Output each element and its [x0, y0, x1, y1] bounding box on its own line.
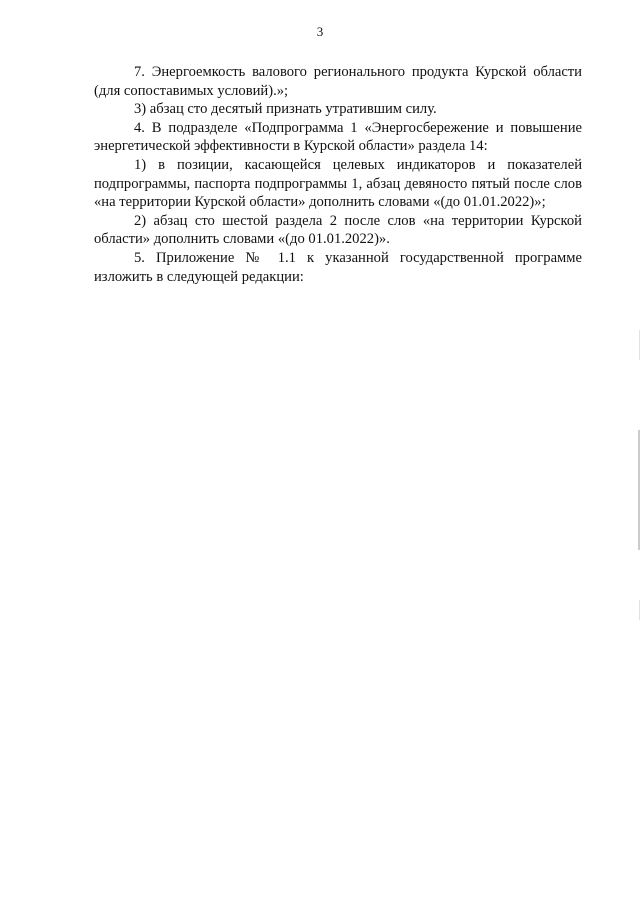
paragraph-subitem-1: 1) в позиции, касающейся целевых индикаторов и показателей подпрограммы, паспорта подпрограммы 1, абзац девяносто пятый после слов «на территории Курской области» дополнить словами «(до 01.01.2022)»;	[94, 156, 582, 211]
page-number: 3	[316, 24, 324, 39]
paragraph-subitem-2: 2) абзац сто шестой раздела 2 после слов «на территории Курской области» дополнить словами «(до 01.01.2022)».	[94, 212, 582, 248]
paragraph-item-7: 7. Энергоемкость валового регионального продукта Курской области (для сопоставимых условий).»;	[94, 64, 582, 99]
paragraph-subitem-3: 3) абзац сто десятый признать утратившим силу.	[134, 101, 437, 118]
paragraph-item-4: 4. В подразделе «Подпрограмма 1 «Энергосбережение и повышение энергетической эффективности в Курской области» раздела 14:	[94, 119, 582, 155]
paragraph-item-5: 5. Приложение № 1.1 к указанной государственной программе изложить в следующей редакции:	[94, 249, 582, 285]
document-body	[94, 63, 582, 286]
